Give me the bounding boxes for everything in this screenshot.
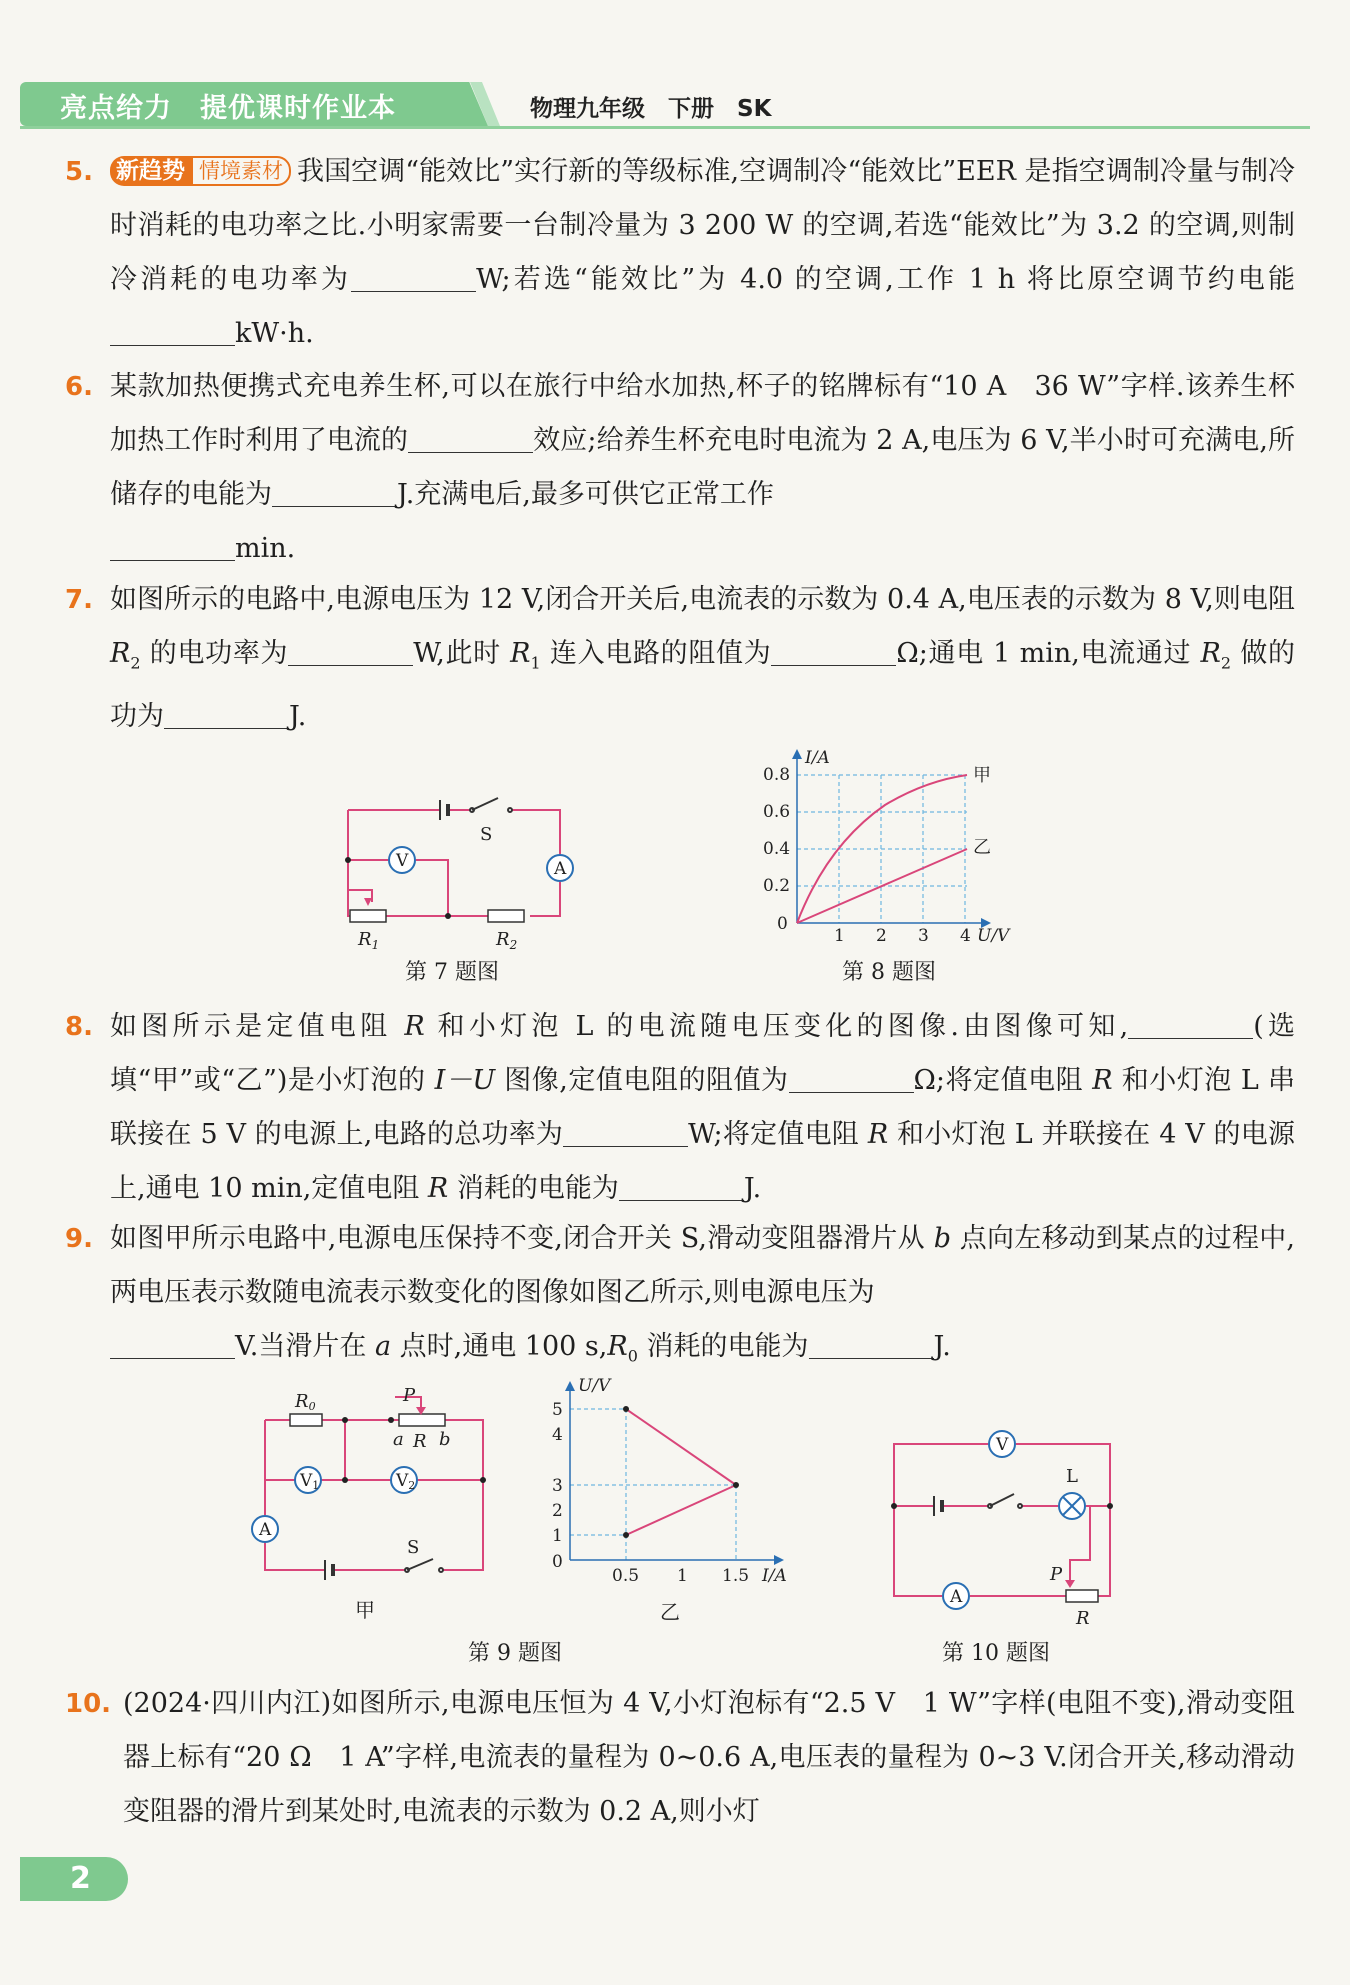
x-axis-label: I/A <box>762 1566 787 1586</box>
x-tick: 0.5 <box>612 1566 640 1586</box>
answer-blank[interactable] <box>789 1062 914 1093</box>
trend-tag: 新趋势 <box>110 156 191 186</box>
figure-7-circuit <box>330 790 590 960</box>
series-jia-label: 甲 <box>973 765 991 786</box>
x-tick: 1 <box>834 926 845 946</box>
symbol-r: R <box>110 638 131 669</box>
a-label: a <box>393 1429 404 1450</box>
answer-blank[interactable] <box>408 422 533 453</box>
header-divider <box>20 126 1310 129</box>
question-text: W,此时 <box>413 638 511 669</box>
question-text: 图像,定值电阻的阻值为 <box>495 1065 789 1096</box>
question-text: 消耗的电能为 <box>448 1173 619 1204</box>
question-number: 7. <box>65 585 93 615</box>
line-yi <box>797 849 967 923</box>
line-upper <box>626 1409 736 1485</box>
figure-7-caption: 第 7 题图 <box>405 960 499 985</box>
answer-blank[interactable] <box>110 1328 235 1359</box>
question-text: V.当滑片在 <box>235 1331 375 1362</box>
question-text: 和小灯泡 L 的电流随电压变化的图像.由图像可知, <box>424 1011 1129 1042</box>
question-number: 5. <box>65 157 93 187</box>
answer-blank[interactable] <box>351 261 476 292</box>
subscript: 1 <box>530 653 541 673</box>
x-tick: 2 <box>876 926 887 946</box>
y-tick: 0.6 <box>763 802 791 822</box>
line-lower <box>626 1485 736 1535</box>
y-tick: 1 <box>552 1526 563 1546</box>
page-header <box>20 82 1310 128</box>
y-axis-label: I/A <box>805 748 830 768</box>
ammeter-label: A <box>554 859 567 879</box>
question-number: 6. <box>65 372 93 402</box>
y-tick: 3 <box>552 1476 563 1496</box>
figure-10-caption: 第 10 题图 <box>942 1641 1050 1666</box>
y-tick: 2 <box>552 1501 563 1521</box>
answer-blank[interactable] <box>110 530 235 561</box>
lamp-label: L <box>1066 1466 1078 1487</box>
figure-10-circuit <box>880 1420 1120 1630</box>
question-10 <box>65 1677 1295 1839</box>
resistor-r2 <box>488 910 524 922</box>
voltmeter-label: V <box>396 851 409 871</box>
question-text: J. <box>289 701 307 733</box>
battery-symbol <box>934 1496 942 1516</box>
question-text: 点向左移动到某点的过程中,两电压表示数随电流表示数变化的图像如图乙所示,则电源电压为 <box>110 1223 1295 1308</box>
resistor-r0 <box>290 1414 322 1426</box>
question-text: 某款加热便携式充电养生杯,可以在旅行中给水加热,杯子的铭牌标有“10 A 36 W”字样.该养生杯加热工作时利用了电流的 <box>110 371 1295 456</box>
x-tick: 4 <box>960 926 971 946</box>
question-5 <box>65 145 1295 361</box>
subscript: 0 <box>627 1346 638 1366</box>
subscript: 2 <box>130 653 141 673</box>
question-text: (选填“甲”或“乙”)是小灯泡的 <box>110 1011 1295 1096</box>
question-number: 8. <box>65 1012 93 1042</box>
ammeter-label: A <box>950 1587 963 1607</box>
question-text: 我国空调“能效比”实行新的等级标准,空调制冷“能效比”EER 是指空调制冷量与制冷时消耗的电功率之比.小明家需要一台制冷量为 3 200 W 的空调,若选“能效比”为 3.2 的空调,则制冷消耗的电功率为 <box>110 156 1295 295</box>
answer-blank[interactable] <box>619 1170 744 1201</box>
symbol-a: a <box>374 1331 392 1362</box>
y-axis-label: U/V <box>578 1376 611 1396</box>
battery-symbol <box>325 1560 333 1580</box>
b-label: b <box>439 1429 451 1450</box>
voltmeter-label: V <box>996 1435 1009 1455</box>
question-text: J.充满电后,最多可供它正常工作 <box>397 479 774 510</box>
series-yi-label: 乙 <box>973 837 991 858</box>
r2-label: $R_2$ <box>496 929 518 952</box>
answer-blank[interactable] <box>110 315 235 346</box>
x-axis-label: U/V <box>977 926 1010 946</box>
figure-9-circuit-jia <box>245 1385 495 1625</box>
r1-label: $R_1$ <box>358 929 380 952</box>
context-tag: 情境素材 <box>191 156 291 186</box>
question-text: 连入电路的阻值为 <box>540 638 772 669</box>
origin-label: 0 <box>552 1552 563 1572</box>
yi-label: 乙 <box>660 1600 680 1624</box>
y-tick: 0.4 <box>763 839 791 859</box>
page-number: 2 <box>20 1857 128 1901</box>
switch-symbol <box>470 798 512 812</box>
jia-label: 甲 <box>355 1598 375 1622</box>
answer-blank[interactable] <box>288 635 413 666</box>
question-text: 做的功为 <box>110 638 1295 733</box>
answer-blank[interactable] <box>771 635 896 666</box>
v2-label: V2 <box>396 1471 416 1492</box>
book-title: 亮点给力 提优课时作业本 <box>60 93 396 124</box>
figure-8-caption: 第 8 题图 <box>842 960 936 985</box>
figure-8-iu-graph <box>755 745 1045 955</box>
switch-label: S <box>407 1537 420 1558</box>
question-text: 如图所示是定值电阻 <box>110 1011 405 1042</box>
question-9 <box>65 1212 1295 1383</box>
answer-blank[interactable] <box>272 476 397 507</box>
question-text: Ω;通电 1 min,电流通过 <box>896 638 1201 669</box>
subscript: 2 <box>1220 653 1232 673</box>
rheostat-r <box>399 1414 445 1426</box>
x-tick: 1.5 <box>722 1566 750 1586</box>
switch-symbol <box>405 1559 443 1572</box>
symbol-iu: I－U <box>434 1065 496 1096</box>
question-text: 和小灯泡 L 并联接在 4 V 的电源上,通电 10 min,定值电阻 <box>110 1119 1295 1204</box>
rheostat-r <box>1066 1590 1098 1602</box>
rheostat-r1 <box>350 910 386 922</box>
symbol-b: b <box>933 1223 951 1254</box>
p-label: P <box>1050 1564 1063 1585</box>
question-text: W;将定值电阻 <box>688 1119 868 1150</box>
symbol-r: R <box>427 1173 449 1204</box>
switch-symbol <box>988 1494 1022 1508</box>
r-label: R <box>413 1431 427 1452</box>
lamp-symbol <box>1059 1493 1085 1519</box>
symbol-r: R <box>867 1119 889 1150</box>
question-number: 10. <box>65 1689 112 1719</box>
figure-9-caption: 第 9 题图 <box>468 1641 562 1666</box>
question-text: 的电功率为 <box>140 638 289 669</box>
switch-label: S <box>480 824 493 845</box>
question-text: J. <box>743 1173 762 1204</box>
figure-9-graph-yi <box>540 1375 800 1625</box>
symbol-r0: R <box>607 1331 628 1362</box>
question-text: 点时,通电 100 s, <box>391 1331 608 1362</box>
question-text: Ω;将定值电阻 <box>913 1065 1093 1096</box>
question-number: 9. <box>65 1224 93 1254</box>
question-text: 如图所示的电路中,电源电压为 12 V,闭合开关后,电流表的示数为 0.4 A,电压表的示数为 8 V,则电阻 <box>110 584 1295 615</box>
y-tick: 4 <box>552 1425 563 1445</box>
origin-label: 0 <box>777 914 788 934</box>
symbol-r: R <box>1200 638 1221 669</box>
x-tick: 1 <box>677 1566 688 1586</box>
question-text: 如图甲所示电路中,电源电压保持不变,闭合开关 S,滑动变阻器滑片从 <box>110 1223 934 1254</box>
question-text: 和小灯泡 L 串联接在 5 V 的电源上,电路的总功率为 <box>110 1065 1295 1150</box>
v1-label: V1 <box>300 1471 320 1492</box>
question-8 <box>65 1000 1295 1216</box>
answer-blank[interactable] <box>809 1328 934 1359</box>
p-label: P <box>403 1385 416 1406</box>
r-label: R <box>1076 1608 1090 1629</box>
r0-label: R0 <box>295 1391 316 1413</box>
symbol-r: R <box>510 638 531 669</box>
question-7 <box>65 573 1295 744</box>
question-text: (2024·四川内江)如图所示,电源电压恒为 4 V,小灯泡标有“2.5 V 1 W”字样(电阻不变),滑动变阻器上标有“20 Ω 1 A”字样,电流表的量程为 0~0.6 A,电压表的量程为 0~3 V.闭合开关,移动滑动变阻器的滑片到某处时,电流表的示数为 0.2 A,则小灯 <box>123 1688 1295 1827</box>
question-text: kW·h. <box>235 318 314 349</box>
question-text: 效应;给养生杯充电时电流为 2 A,电压为 6 V,半小时可充满电,所储存的电能为 <box>110 425 1296 510</box>
y-tick: 5 <box>552 1400 563 1420</box>
question-text: 消耗的电能为 <box>637 1331 809 1362</box>
y-tick: 0.2 <box>763 876 791 896</box>
y-tick: 0.8 <box>763 765 791 785</box>
x-tick: 3 <box>918 926 929 946</box>
question-text: J. <box>933 1331 951 1362</box>
question-text: W;若选“能效比”为 4.0 的空调,工作 1 h 将比原空调节约电能 <box>476 264 1296 295</box>
battery-symbol <box>440 800 448 820</box>
ammeter-label: A <box>259 1520 272 1540</box>
book-subtitle: 物理九年级 下册 SK <box>530 96 772 122</box>
question-6 <box>65 360 1295 576</box>
answer-blank[interactable] <box>563 1116 688 1147</box>
answer-blank[interactable] <box>164 699 289 730</box>
symbol-r: R <box>404 1011 425 1042</box>
symbol-r: R <box>1092 1065 1113 1096</box>
answer-blank[interactable] <box>1128 1008 1253 1039</box>
question-text: min. <box>235 533 296 564</box>
